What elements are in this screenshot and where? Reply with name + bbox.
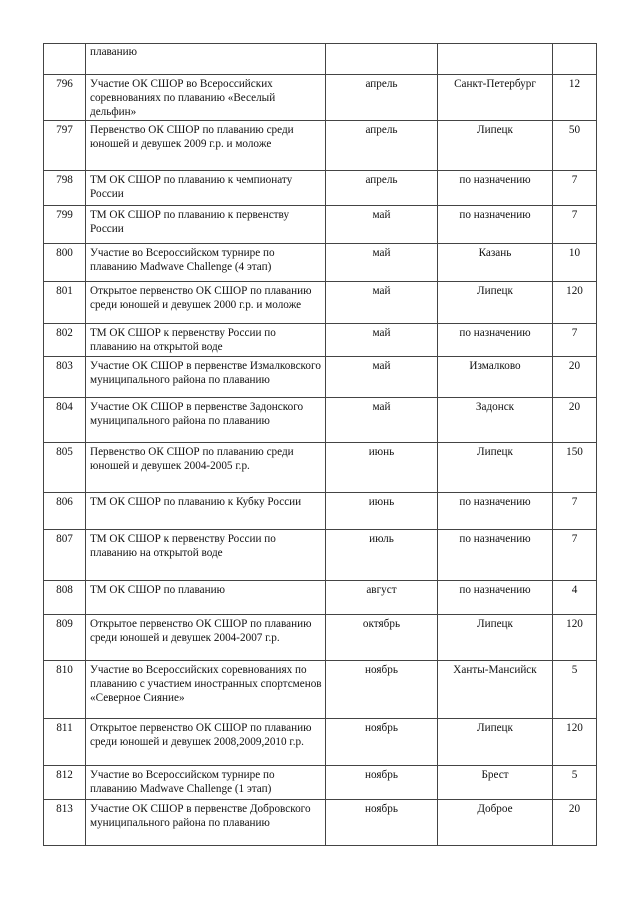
cell-event: ТМ ОК СШОР по плаванию к Кубку России [86, 493, 326, 530]
cell-month: апрель [326, 75, 438, 121]
table-row [44, 800, 597, 846]
table-row-continued [44, 44, 597, 75]
cell-place: Липецк [438, 719, 553, 766]
cell-event: ТМ ОК СШОР к первенству России по плаванию на открытой воде [86, 530, 326, 581]
cell-count: 4 [553, 581, 597, 615]
cell-event: Участие ОК СШОР в первенстве Добровского муниципального района по плаванию [86, 800, 326, 846]
cell-month: май [326, 282, 438, 324]
cell-place: по назначению [438, 171, 553, 206]
cell-place: Задонск [438, 398, 553, 443]
cell-event: Участие во Всероссийском турнире по плаванию Madwave Challenge (4 этап) [86, 244, 326, 282]
cell-place: Измалково [438, 357, 553, 398]
cell-number: 800 [44, 244, 86, 282]
cell-place: Санкт-Петербург [438, 75, 553, 121]
cell-number: 813 [44, 800, 86, 846]
table-row [44, 615, 597, 661]
cell-number: 807 [44, 530, 86, 581]
cell-month: май [326, 206, 438, 244]
cell-event: ТМ ОК СШОР по плаванию к первенству России [86, 206, 326, 244]
cell-place: по назначению [438, 581, 553, 615]
table-row [44, 244, 597, 282]
table-row [44, 443, 597, 493]
cell-number: 812 [44, 766, 86, 800]
cell-place: Липецк [438, 121, 553, 171]
table-row [44, 493, 597, 530]
cell-month: июнь [326, 443, 438, 493]
cell-month: ноябрь [326, 661, 438, 719]
cell-count: 7 [553, 171, 597, 206]
cell-count: 120 [553, 282, 597, 324]
cell-event: ТМ ОК СШОР к первенству России по плаванию на открытой воде [86, 324, 326, 357]
cell-event: ТМ ОК СШОР по плаванию [86, 581, 326, 615]
cell-count: 5 [553, 766, 597, 800]
cell-count: 10 [553, 244, 597, 282]
cell-count: 7 [553, 530, 597, 581]
table-row [44, 357, 597, 398]
cell-place: Липецк [438, 443, 553, 493]
cell-number: 810 [44, 661, 86, 719]
cell-event: Участие ОК СШОР в первенстве Задонского муниципального района по плаванию [86, 398, 326, 443]
cell-event: Участие во Всероссийском турнире по плаванию Madwave Challenge (1 этап) [86, 766, 326, 800]
cell-count: 7 [553, 324, 597, 357]
table-row [44, 581, 597, 615]
cell-count: 20 [553, 800, 597, 846]
cell-number: 802 [44, 324, 86, 357]
cell-count: 7 [553, 206, 597, 244]
cell-number: 809 [44, 615, 86, 661]
cell-month [326, 44, 438, 75]
cell-event: Участие во Всероссийских соревнованиях по плаванию с участием иностранных спортсменов «Северное Сияние» [86, 661, 326, 719]
cell-count [553, 44, 597, 75]
table-row [44, 171, 597, 206]
cell-count: 50 [553, 121, 597, 171]
cell-count: 7 [553, 493, 597, 530]
cell-event: Первенство ОК СШОР по плаванию среди юношей и девушек 2004-2005 г.р. [86, 443, 326, 493]
cell-month: май [326, 324, 438, 357]
cell-number: 811 [44, 719, 86, 766]
table-row [44, 398, 597, 443]
cell-event: Участие ОК СШОР во Всероссийских соревнованиях по плаванию «Веселый дельфин» [86, 75, 326, 121]
cell-number: 801 [44, 282, 86, 324]
cell-count: 5 [553, 661, 597, 719]
cell-month: октябрь [326, 615, 438, 661]
cell-place: по назначению [438, 493, 553, 530]
cell-event: Первенство ОК СШОР по плаванию среди юношей и девушек 2009 г.р. и моложе [86, 121, 326, 171]
cell-number: 806 [44, 493, 86, 530]
cell-number: 808 [44, 581, 86, 615]
cell-event: Открытое первенство ОК СШОР по плаванию среди юношей и девушек 2008,2009,2010 г.р. [86, 719, 326, 766]
cell-month: май [326, 244, 438, 282]
cell-month: ноябрь [326, 800, 438, 846]
cell-place [438, 44, 553, 75]
cell-event: Открытое первенство ОК СШОР по плаванию среди юношей и девушек 2000 г.р. и моложе [86, 282, 326, 324]
cell-place: Ханты-Мансийск [438, 661, 553, 719]
cell-event: Участие ОК СШОР в первенстве Измалковского муниципального района по плаванию [86, 357, 326, 398]
cell-month: ноябрь [326, 766, 438, 800]
cell-place: Липецк [438, 615, 553, 661]
cell-month: июнь [326, 493, 438, 530]
cell-number: 796 [44, 75, 86, 121]
cell-count: 150 [553, 443, 597, 493]
cell-event: плаванию [86, 44, 326, 75]
events-table [43, 43, 597, 846]
table-row [44, 324, 597, 357]
table-row [44, 766, 597, 800]
cell-count: 120 [553, 719, 597, 766]
cell-count: 20 [553, 357, 597, 398]
cell-place: по назначению [438, 530, 553, 581]
cell-place: Липецк [438, 282, 553, 324]
cell-count: 120 [553, 615, 597, 661]
cell-place: по назначению [438, 206, 553, 244]
cell-place: Казань [438, 244, 553, 282]
cell-month: апрель [326, 121, 438, 171]
cell-event: Открытое первенство ОК СШОР по плаванию среди юношей и девушек 2004-2007 г.р. [86, 615, 326, 661]
cell-number: 804 [44, 398, 86, 443]
table-row [44, 661, 597, 719]
table-row [44, 530, 597, 581]
cell-event: ТМ ОК СШОР по плаванию к чемпионату России [86, 171, 326, 206]
cell-place: Брест [438, 766, 553, 800]
cell-month: май [326, 398, 438, 443]
cell-month: август [326, 581, 438, 615]
cell-number: 798 [44, 171, 86, 206]
table-row [44, 75, 597, 121]
cell-month: ноябрь [326, 719, 438, 766]
cell-month: июль [326, 530, 438, 581]
cell-number [44, 44, 86, 75]
cell-month: май [326, 357, 438, 398]
cell-count: 12 [553, 75, 597, 121]
cell-number: 799 [44, 206, 86, 244]
cell-count: 20 [553, 398, 597, 443]
cell-place: по назначению [438, 324, 553, 357]
table-row [44, 121, 597, 171]
cell-place: Доброе [438, 800, 553, 846]
cell-month: апрель [326, 171, 438, 206]
table-row [44, 719, 597, 766]
cell-number: 803 [44, 357, 86, 398]
cell-number: 805 [44, 443, 86, 493]
table-row [44, 282, 597, 324]
cell-number: 797 [44, 121, 86, 171]
table-row [44, 206, 597, 244]
